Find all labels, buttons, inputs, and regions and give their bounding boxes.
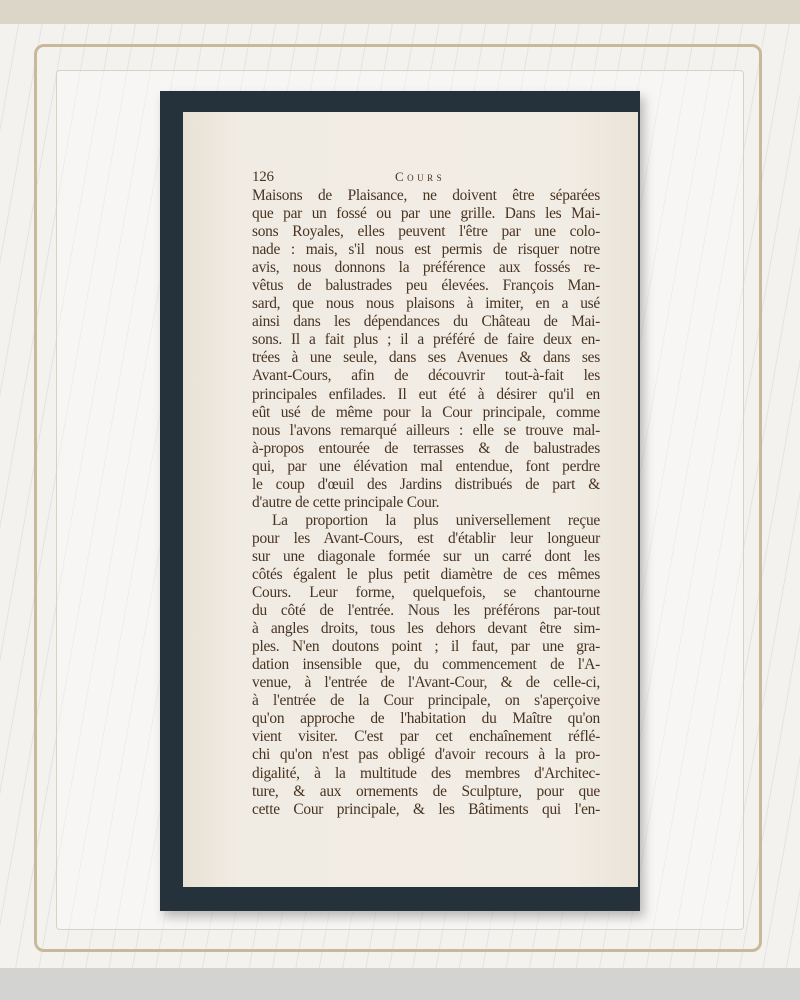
top-band [0, 0, 800, 24]
text-line: pour les Avant-Cours, est d'établir leur longueur [252, 529, 600, 547]
text-line: Avant-Cours, afin de découvrir tout-à-fait les [252, 367, 600, 385]
page-number: 126 [252, 169, 274, 185]
text-line: ture, & aux ornements de Sculpture, pour que [252, 782, 600, 800]
text-line: à l'entrée de la Cour principale, on s'aperçoive [252, 692, 600, 710]
text-line: Maisons de Plaisance, ne doivent être séparées [252, 187, 600, 204]
text-line: La proportion la plus universellement reçue [272, 511, 600, 529]
text-line: ainsi dans les dépendances du Château de Mai- [252, 313, 600, 331]
text-line: nade : mais, s'il nous est permis de risquer notre [252, 241, 600, 259]
text-line: sons Royales, elles peuvent l'être par une colo- [252, 223, 600, 241]
text-line: chi qu'on n'est pas obligé d'avoir recours à la pro- [252, 746, 600, 764]
text-line: ples. N'en doutons point ; il faut, par une gra- [252, 638, 600, 656]
page-text [252, 167, 600, 819]
text-line: trées à une seule, dans ses Avenues & dans ses [252, 349, 600, 367]
text-line: le coup d'œuil des Jardins distribués de part & [252, 475, 600, 493]
text-line: vêtus de balustrades peu élevées. François Man- [252, 277, 600, 295]
bottom-band [0, 968, 800, 1000]
paragraph [252, 187, 600, 512]
text-line: avis, nous donnons la préférence aux fossés re- [252, 259, 600, 277]
text-line: du côté de l'entrée. Nous les préférons par-tout [252, 602, 600, 620]
text-line: digalité, à la multitude des membres d'Architec- [252, 764, 600, 782]
text-line: côtés égalent le plus petit diamètre de ces mêmes [252, 565, 600, 583]
text-line: dation insensible que, du commencement de l'A- [252, 656, 600, 674]
body-text [252, 187, 600, 819]
text-line: Cours. Leur forme, quelquefois, se chantourne [252, 584, 600, 602]
text-line: principales enfilades. Il eut été à désirer qu'il en [252, 385, 600, 403]
text-line: sard, que nous nous plaisons à imiter, en a usé [252, 295, 600, 313]
running-title: Cours [395, 169, 446, 184]
text-line: nous l'avons remarqué ailleurs : elle se trouve mal- [252, 421, 600, 439]
text-line: eût usé de même pour la Cour principale, comme [252, 403, 600, 421]
text-line: qui, par une élévation mal entendue, font perdre [252, 457, 600, 475]
book-page [183, 112, 638, 887]
text-line: vient visiter. C'est par cet enchaînement réflé- [252, 728, 600, 746]
running-head [252, 167, 600, 187]
text-line: sur une diagonale formée sur un carré dont les [252, 547, 600, 565]
text-line: à angles droits, tous les dehors devant être sim- [252, 620, 600, 638]
text-line: venue, à l'entrée de l'Avant-Cour, & de celle-ci, [252, 674, 600, 692]
text-line: qu'on approche de l'habitation du Maître qu'on [252, 710, 600, 728]
text-line: cette Cour principale, & les Bâtiments qui l'en- [252, 800, 600, 818]
text-line: à-propos entourée de terrasses & de balustrades [252, 439, 600, 457]
text-line: sons. Il a fait plus ; il a préféré de faire deux en- [252, 331, 600, 349]
text-line: que par un fossé ou par une grille. Dans les Mai- [252, 205, 600, 223]
text-line: d'autre de cette principale Cour. [252, 493, 440, 511]
paragraph [252, 512, 600, 819]
